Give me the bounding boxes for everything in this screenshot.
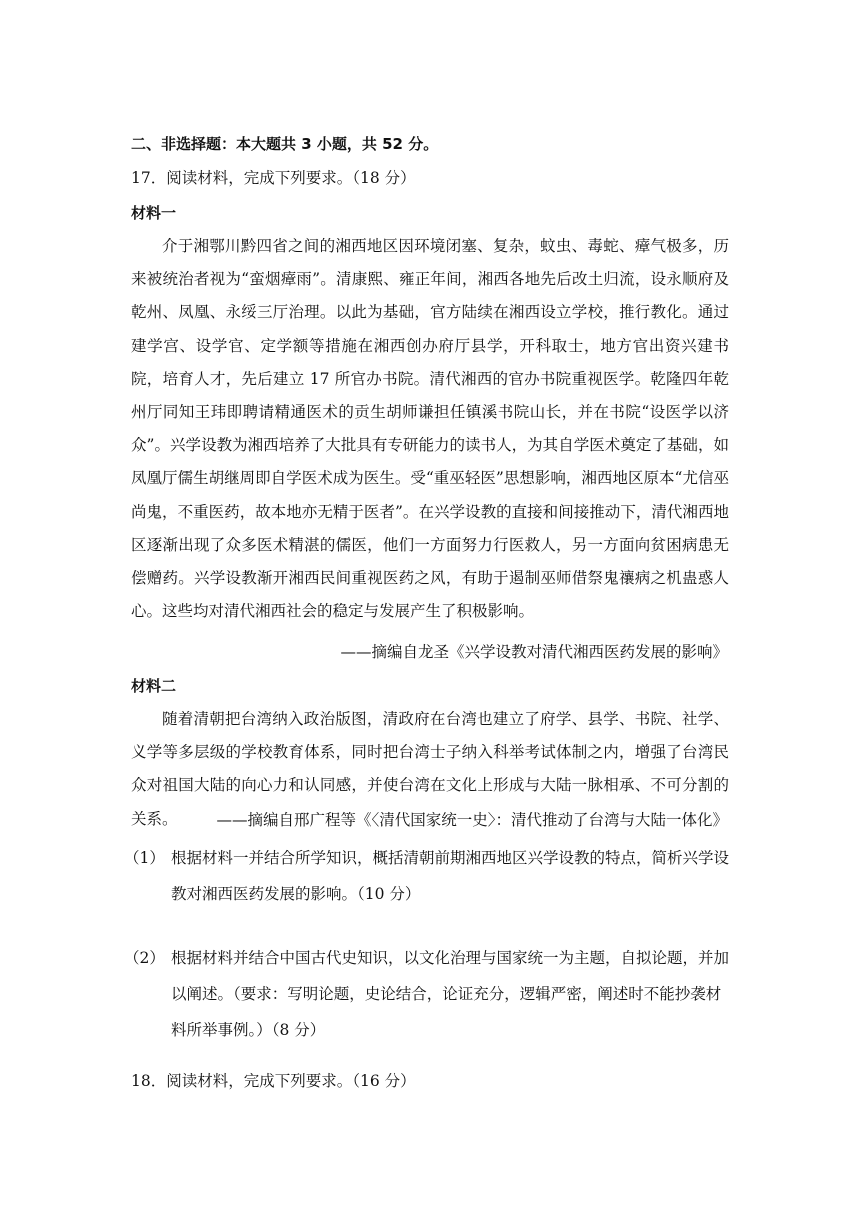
material-2-source: ——摘编自邢广程等《〈清代国家统一史〉：清代推动了台湾与大陆一体化》 <box>216 811 728 829</box>
material-1-source: ——摘编自龙圣《兴学设教对清代湘西医药发展的影响》 <box>340 643 728 661</box>
sub-question-1-number: （1） <box>124 849 165 867</box>
sub-question-1 <box>124 840 730 912</box>
sub-question-1-text: 根据材料一并结合所学知识，概括清朝前期湘西地区兴学设教的特点，简析兴学设教对湘西医药发展的影响。（10 分） <box>171 849 730 903</box>
question-18-prompt: 18．阅读材料，完成下列要求。（16 分） <box>131 1072 416 1090</box>
sub-question-2-number: （2） <box>124 949 165 967</box>
sub-question-2-text: 根据材料并结合中国古代史知识，以文化治理与国家统一为主题，自拟论题，并加以阐述。（要求：写明论题，史论结合，论证充分，逻辑严密，阐述时不能抄袭材料所举事例。）（8 分） <box>171 949 730 1039</box>
sub-question-2 <box>124 940 730 1048</box>
material-2-label: 材料二 <box>131 677 177 695</box>
material-1-text: 介于湘鄂川黔四省之间的湘西地区因环境闭塞、复杂，蚊虫、毒蛇、瘴气极多，历来被统治者视为“蛮烟瘴雨”。清康熙、雍正年间，湘西各地先后改土归流，设永顺府及乾州、凤凰、永绥三厅治理。以此为基础，官方陆续在湘西设立学校，推行教化。通过建学宫、设学官、定学额等措施在湘西创办府厅县学，开科取士，地方官出资兴建书院，培育人才，先后建立 17 所官办书院。清代湘西的官办书院重视医学。乾隆四年乾州厅同知王玮即聘请精通医术的贡生胡师谦担任镇溪书院山长，并在书院“设医学以济众”。兴学设教为湘西培养了大批具有专研能力的读书人，为其自学医术奠定了基础，如凤凰厅儒生胡继周即自学医术成为医生。受“重巫轻医”思想影响，湘西地区原本“尤信巫尚鬼，不重医药，故本地亦无精于医者”。在兴学设教的直接和间接推动下，清代湘西地区逐渐出现了众多医术精湛的儒医，他们一方面努力行医救人，另一方面向贫困病患无偿赠药。兴学设教渐开湘西民间重视医药之风，有助于遏制巫师借祭鬼禳病之机蛊惑人心。这些均对清代湘西社会的稳定与发展产生了积极影响。 <box>131 237 729 621</box>
material-1-label: 材料一 <box>131 204 177 222</box>
section-title: 二、非选择题：本大题共 3 小题，共 52 分。 <box>131 135 439 153</box>
material-2-text: 随着清朝把台湾纳入政治版图，清政府在台湾也建立了府学、县学、书院、社学、义学等多层级的学校教育体系，同时把台湾士子纳入科举考试体制之内，增强了台湾民众对祖国大陆的向心力和认同感，并使台湾在文化上形成与大陆一脉相承、不可分割的关系。 <box>131 710 729 828</box>
question-17-prompt: 17．阅读材料，完成下列要求。（18 分） <box>131 169 416 187</box>
